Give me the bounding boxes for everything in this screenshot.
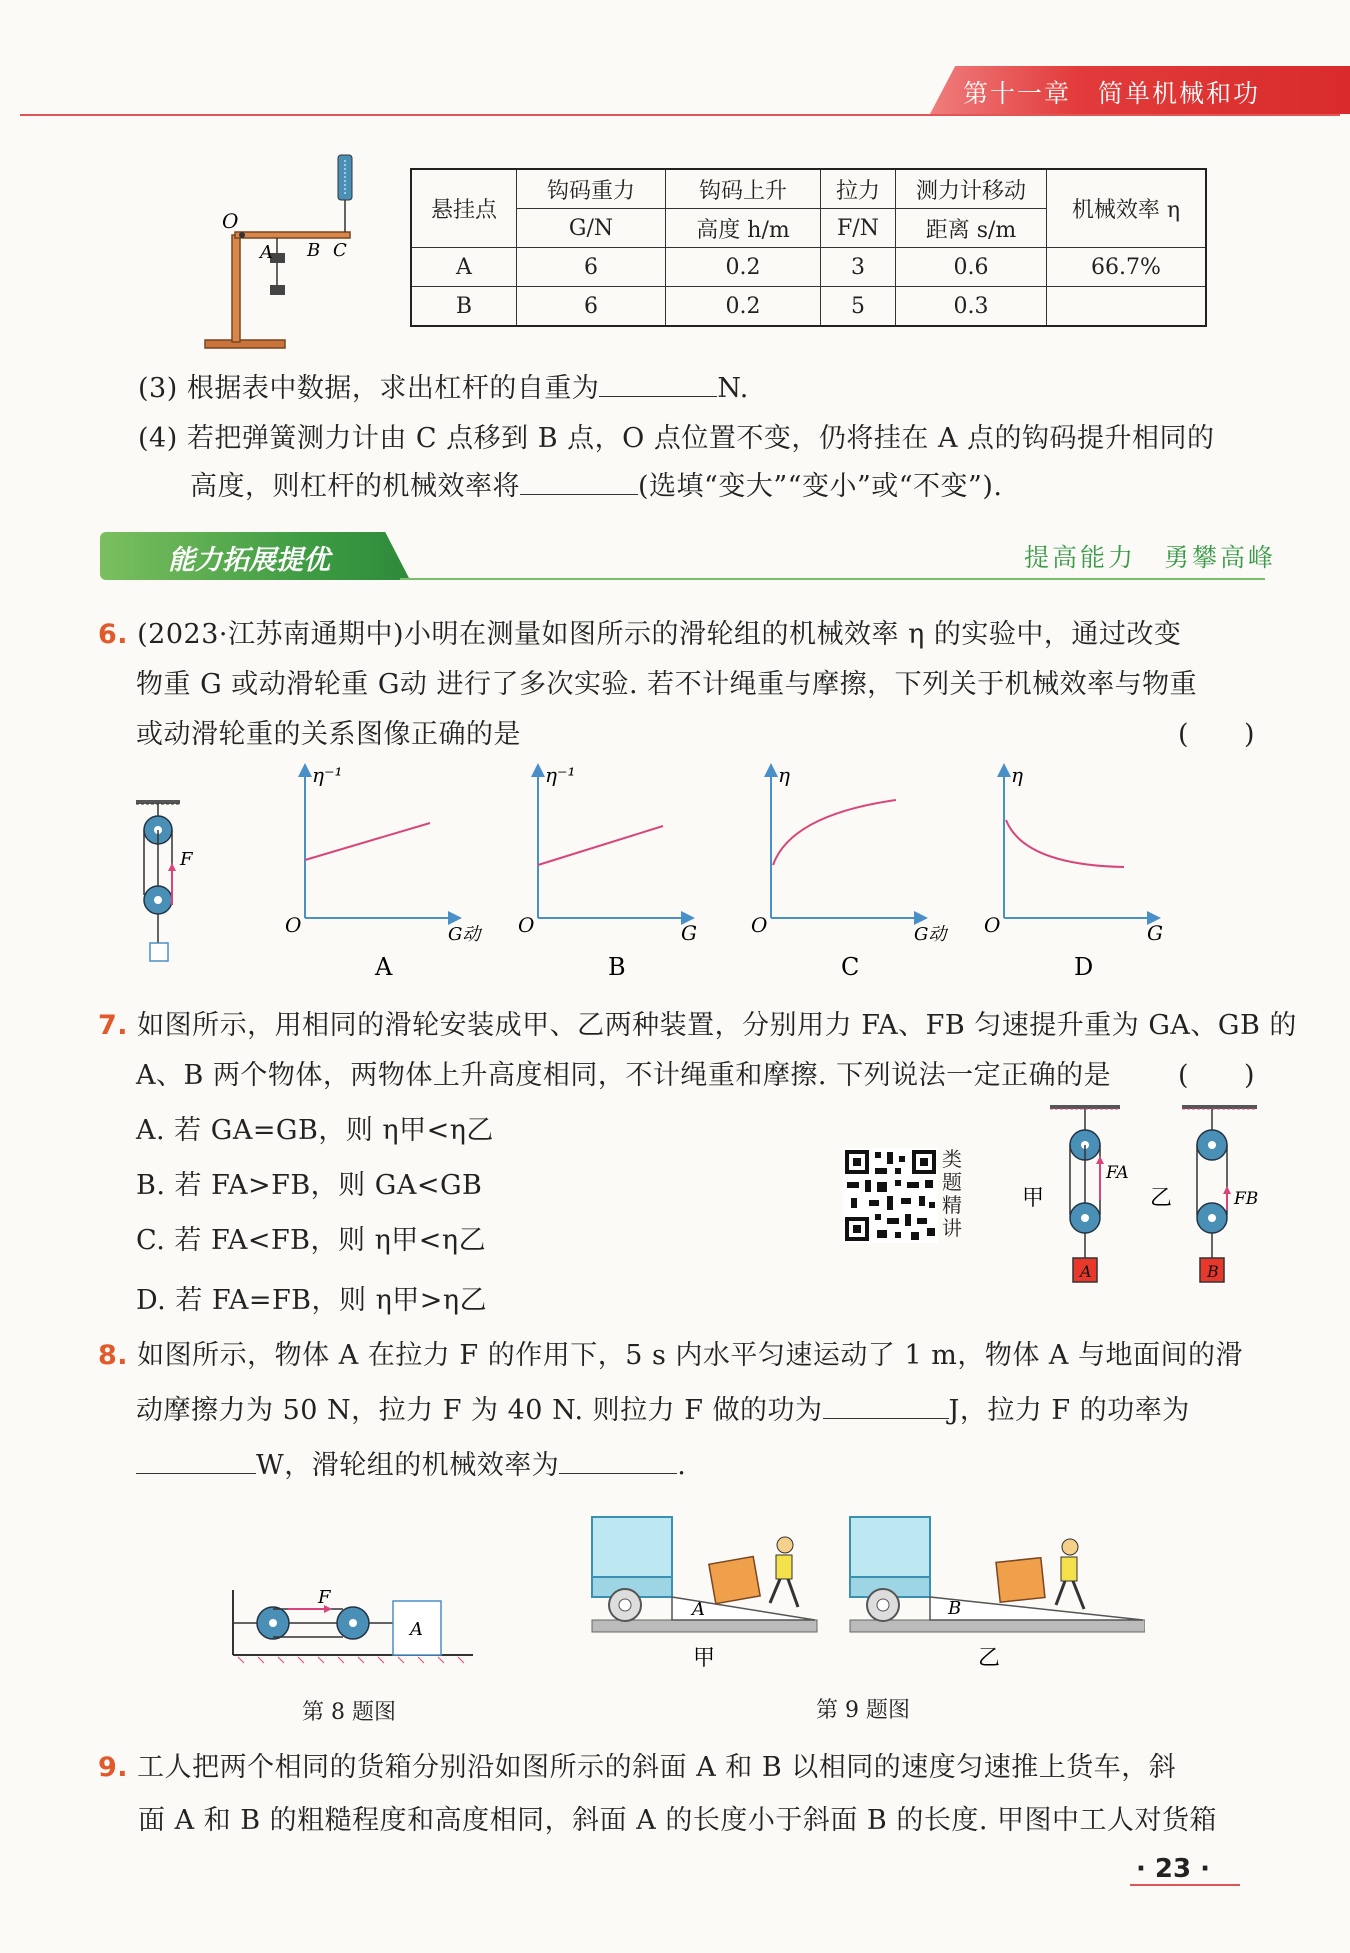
header-divider [20,114,1340,116]
experiment-table [410,168,1207,327]
pulley-jia [1022,1105,1129,1282]
table-header-cell: F/N [821,209,896,248]
q6-line1-text: (2023·江苏南通期中)小明在测量如图所示的滑轮组的机械效率 η 的实验中，通过改变 [137,619,1182,650]
q7-option-c[interactable]: C. 若 FA<FB，则 η甲<η乙 [136,1225,487,1256]
graph-b [518,763,697,981]
q9-line2: 面 A 和 B 的粗糙程度和高度相同，斜面 A 的长度小于斜面 B 的长度. 甲图中工人对货箱 [138,1805,1218,1836]
table-header-cell: 钩码上升 [666,169,821,209]
q9-label-yi: 乙 [978,1646,1001,1671]
graph-b-xlabel: G [681,921,697,945]
q6-line2: 物重 G 或动滑轮重 G动 进行了多次实验. 若不计绳重与摩擦，下列关于机械效率与物重 [136,669,1198,700]
q7-fb-label: FB [1234,1189,1259,1209]
q4-answer-blank[interactable] [520,468,638,495]
graph-d-option[interactable]: D [1074,953,1094,981]
table-cell: 6 [517,287,666,327]
q7-pulley-diagrams [1020,1100,1265,1295]
q4-text-b: (选填“变大”“变小”或“不变”). [638,471,1003,502]
table-cell: 0.2 [666,248,821,287]
q4-text-a: 高度，则杠杆的机械效率将 [190,471,520,502]
table-header-cell: 距离 s/m [896,209,1047,248]
section-divider [400,578,1265,580]
table-cell: 0.2 [666,287,821,327]
q7-option-d[interactable]: D. 若 FA=FB，则 η甲>η乙 [136,1285,488,1316]
table-cell: A [411,248,517,287]
table-cell: 0.6 [896,248,1047,287]
graph-b-curve [538,826,663,865]
graph-c-curve [773,800,896,865]
q9-figure-caption: 第 9 题图 [816,1698,910,1723]
q8-power-blank[interactable] [136,1447,256,1474]
q6-pulley-diagram [128,795,198,967]
pulley-yi [1150,1105,1258,1282]
lever-diagram [195,150,365,355]
graph-a-curve [305,823,430,860]
table-cell: 3 [821,248,896,287]
graph-c-xlabel: G动 [914,924,947,945]
q9-number: 9. [98,1752,129,1783]
q4-line2 [190,464,1002,503]
section-title: 能力拓展提优 [168,545,330,576]
q7-box-a: A [1080,1262,1092,1281]
table-cell: 6 [517,248,666,287]
q6-line3: 或动滑轮重的关系图像正确的是 [136,719,521,750]
q6-pulley-f-label: F [180,849,193,870]
ramp-b-label: B [948,1598,962,1619]
graph-c-origin: O [751,913,768,937]
q8-efficiency-blank[interactable] [559,1447,677,1474]
q8-line2 [136,1388,1190,1427]
q9-ramp-diagrams [590,1515,1145,1675]
q7-label-jia: 甲 [1022,1186,1045,1211]
q9-label-jia: 甲 [693,1646,716,1671]
q8-line2-b: J，拉力 F 的功率为 [948,1395,1190,1426]
table-header-cell: 拉力 [821,169,896,209]
q7-number: 7. [98,1010,129,1041]
q7-option-a[interactable]: A. 若 GA=GB，则 η甲<η乙 [136,1115,494,1146]
q7-label-yi: 乙 [1150,1186,1173,1211]
graph-d-ylabel: η [1011,763,1023,787]
q7-line2: A、B 两个物体，两物体上升高度相同，不计绳重和摩擦. 下列说法一定正确的是 [136,1060,1112,1091]
table-cell: 66.7% [1047,248,1207,287]
graph-a-origin: O [285,913,302,937]
q3-text [138,366,749,405]
graph-b-origin: O [518,913,535,937]
table-cell [1047,287,1207,327]
q9-line1-text: 工人把两个相同的货箱分别沿如图所示的斜面 A 和 B 以相同的速度匀速推上货车，斜 [137,1752,1177,1783]
q9-line1 [98,1745,1176,1784]
q8-work-blank[interactable] [823,1392,949,1419]
page-number: · 23 · [1136,1854,1211,1884]
q7-fa-label: FA [1106,1163,1129,1183]
ramp-yi [850,1517,1145,1671]
q8-line3 [136,1443,686,1482]
q6-graph-options [280,760,1195,985]
q7-line1 [98,1003,1297,1042]
table-header-cell: 悬挂点 [411,169,517,248]
qr-code-icon[interactable] [843,1148,938,1243]
q8-force-label: F [318,1587,331,1608]
chapter-title: 第十一章 简单机械和功 [963,79,1261,108]
table-cell: 0.3 [896,287,1047,327]
q8-line2-a: 动摩擦力为 50 N，拉力 F 为 40 N. 则拉力 F 做的功为 [136,1395,823,1426]
lever-label-b: B [307,240,321,261]
table-row [411,248,1206,287]
qr-caption: 类题精讲 [942,1147,962,1240]
q8-line1-text: 如图所示，物体 A 在拉力 F 的作用下，5 s 内水平匀速运动了 1 m，物体 A 与地面间的滑 [137,1340,1244,1371]
graph-d-curve [1006,820,1124,867]
q8-figure-caption: 第 8 题图 [302,1700,396,1725]
q7-answer-paren[interactable]: ( ) [1178,1060,1256,1091]
graph-c-ylabel: η [778,763,790,787]
page-number-underline [1130,1884,1240,1886]
lever-label-a: A [260,242,273,263]
q3-text-b: N. [717,373,749,404]
table-header-cell: G/N [517,209,666,248]
lever-label-o: O [222,209,239,233]
graph-d [984,763,1163,981]
q6-number: 6. [98,619,129,650]
q8-line3-a: W，滑轮组的机械效率为 [256,1450,560,1481]
q8-block-label: A [410,1619,423,1640]
q3-text-a: (3) 根据表中数据，求出杠杆的自重为 [138,373,600,404]
q8-line3-b: . [677,1450,687,1481]
graph-b-ylabel: η⁻¹ [545,763,576,787]
q8-pulley-diagram [228,1585,478,1665]
table-header-cell: 高度 h/m [666,209,821,248]
graph-c [751,763,948,981]
q6-answer-paren[interactable]: ( ) [1178,719,1256,750]
table-cell: 5 [821,287,896,327]
q4-line1: (4) 若把弹簧测力计由 C 点移到 B 点，O 点位置不变，仍将挂在 A 点的钩码提升相同的 [138,423,1215,454]
graph-a-option[interactable]: A [375,953,393,981]
graph-c-option[interactable]: C [841,953,860,981]
q8-number: 8. [98,1340,129,1371]
table-header-cell: 测力计移动 [896,169,1047,209]
q8-line1 [98,1333,1243,1372]
lever-label-c: C [333,240,347,261]
ramp-a-label: A [692,1599,705,1620]
q3-answer-blank[interactable] [599,370,717,397]
q7-line1-text: 如图所示，用相同的滑轮安装成甲、乙两种装置，分别用力 FA、FB 匀速提升重为 GA、GB 的 [137,1010,1297,1041]
q7-box-b: B [1207,1262,1219,1281]
section-subtitle: 提高能力 勇攀高峰 [1024,543,1277,572]
table-header-cell: 机械效率 η [1047,169,1207,248]
table-row [411,287,1206,327]
ramp-jia [592,1517,817,1671]
table-header-cell: 钩码重力 [517,169,666,209]
graph-d-xlabel: G [1147,921,1163,945]
graph-a-xlabel: G动 [448,924,481,945]
q7-option-b[interactable]: B. 若 FA>FB，则 GA<GB [136,1170,483,1201]
table-cell: B [411,287,517,327]
graph-b-option[interactable]: B [608,953,626,981]
graph-d-origin: O [984,913,1001,937]
graph-a-ylabel: η⁻¹ [312,763,343,787]
graph-a [285,763,482,981]
q6-line1 [98,612,1181,651]
